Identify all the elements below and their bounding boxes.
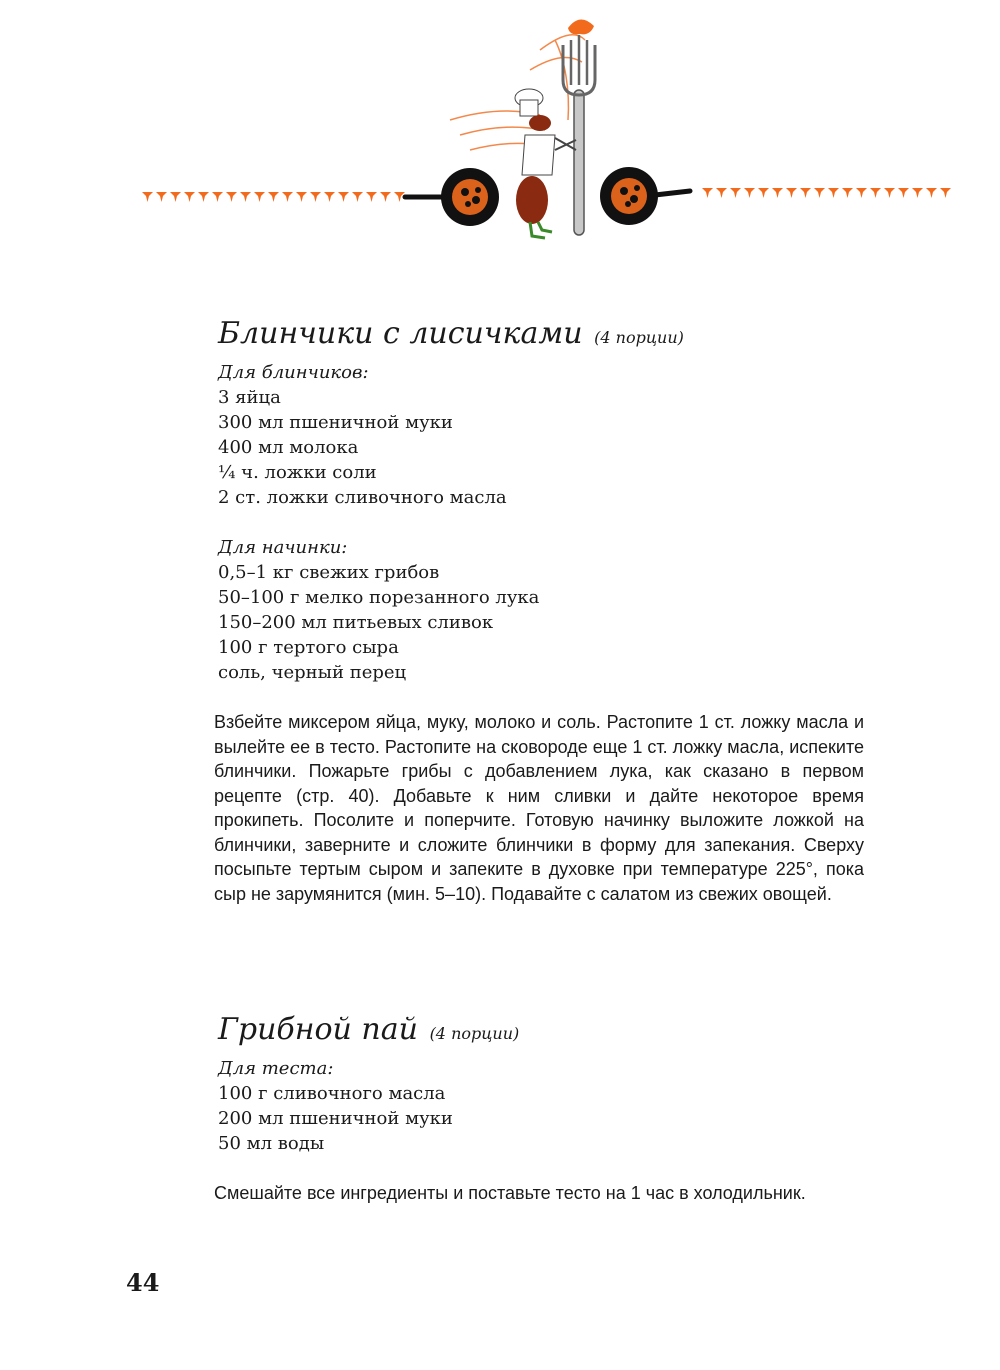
recipe-chanterelle-pancakes xyxy=(214,312,868,906)
ingredient-list-filling xyxy=(218,560,868,685)
recipe-method: Смешайте все ингредиенты и поставьте тесто на 1 час в холодильник. xyxy=(214,1183,806,1203)
ingredient-item: 200 мл пшеничной муки xyxy=(218,1108,453,1129)
recipe-servings: (4 порции) xyxy=(594,328,684,347)
recipe-mushroom-pie xyxy=(214,1008,868,1206)
ingredient-item: 300 мл пшеничной муки xyxy=(218,412,453,433)
recipe-servings: (4 порции) xyxy=(429,1024,520,1043)
ingredient-item: 3 яйца xyxy=(218,387,281,408)
ingredient-item: 50–100 г мелко порезанного лука xyxy=(218,587,540,608)
page-number: 44 xyxy=(126,1268,160,1297)
ingredient-item: 100 г тертого сыра xyxy=(218,637,399,658)
ingredient-list-pancakes xyxy=(218,385,868,510)
section-heading-pancakes: Для блинчиков: xyxy=(218,362,369,383)
section-heading-filling: Для начинки: xyxy=(218,537,348,558)
recipe-title xyxy=(218,312,868,360)
ingredient-item: 0,5–1 кг свежих грибов xyxy=(218,562,440,583)
ingredient-item: 2 ст. ложки сливочного масла xyxy=(218,487,507,508)
recipe-method: Взбейте миксером яйца, муку, молоко и соль. Растопите 1 ст. ложку масла и вылейте ее в тесто. Растопите на сковороде еще 1 ст. ложку масла, испеките блинчики. Пожарьте грибы с добавлением лука, как сказано в первом рецепте (стр. 40). Добавьте к ним сливки и дайте некоторое время прокипеть. Посолите и поперчите. Готовую начинку выложите ложкой на блинчики, заверните и сложите блинчики в форму для запекания. Сверху посыпьте тертым сыром и запеките в духовке при температуре 225°, пока сыр не зарумянится (мин. 5–10). Подавайте с салатом из свежих овощей. xyxy=(214,712,864,904)
recipe-title-text: Блинчики с лисичками xyxy=(218,316,583,351)
ingredient-item: ¼ ч. ложки соли xyxy=(218,462,377,483)
ingredient-item: 100 г сливочного масла xyxy=(218,1083,446,1104)
ingredient-item: 400 мл молока xyxy=(218,437,359,458)
ingredient-item: 150–200 мл питьевых сливок xyxy=(218,612,494,633)
section-heading-dough: Для теста: xyxy=(218,1058,334,1079)
recipe-title-text: Грибной пай xyxy=(218,1012,418,1047)
ingredient-list-dough xyxy=(218,1081,868,1156)
recipe-title xyxy=(218,1008,868,1056)
ingredient-item: соль, черный перец xyxy=(218,662,407,683)
ingredient-item: 50 мл воды xyxy=(218,1133,325,1154)
chef-ant-with-fork-and-pans-icon xyxy=(130,10,960,250)
